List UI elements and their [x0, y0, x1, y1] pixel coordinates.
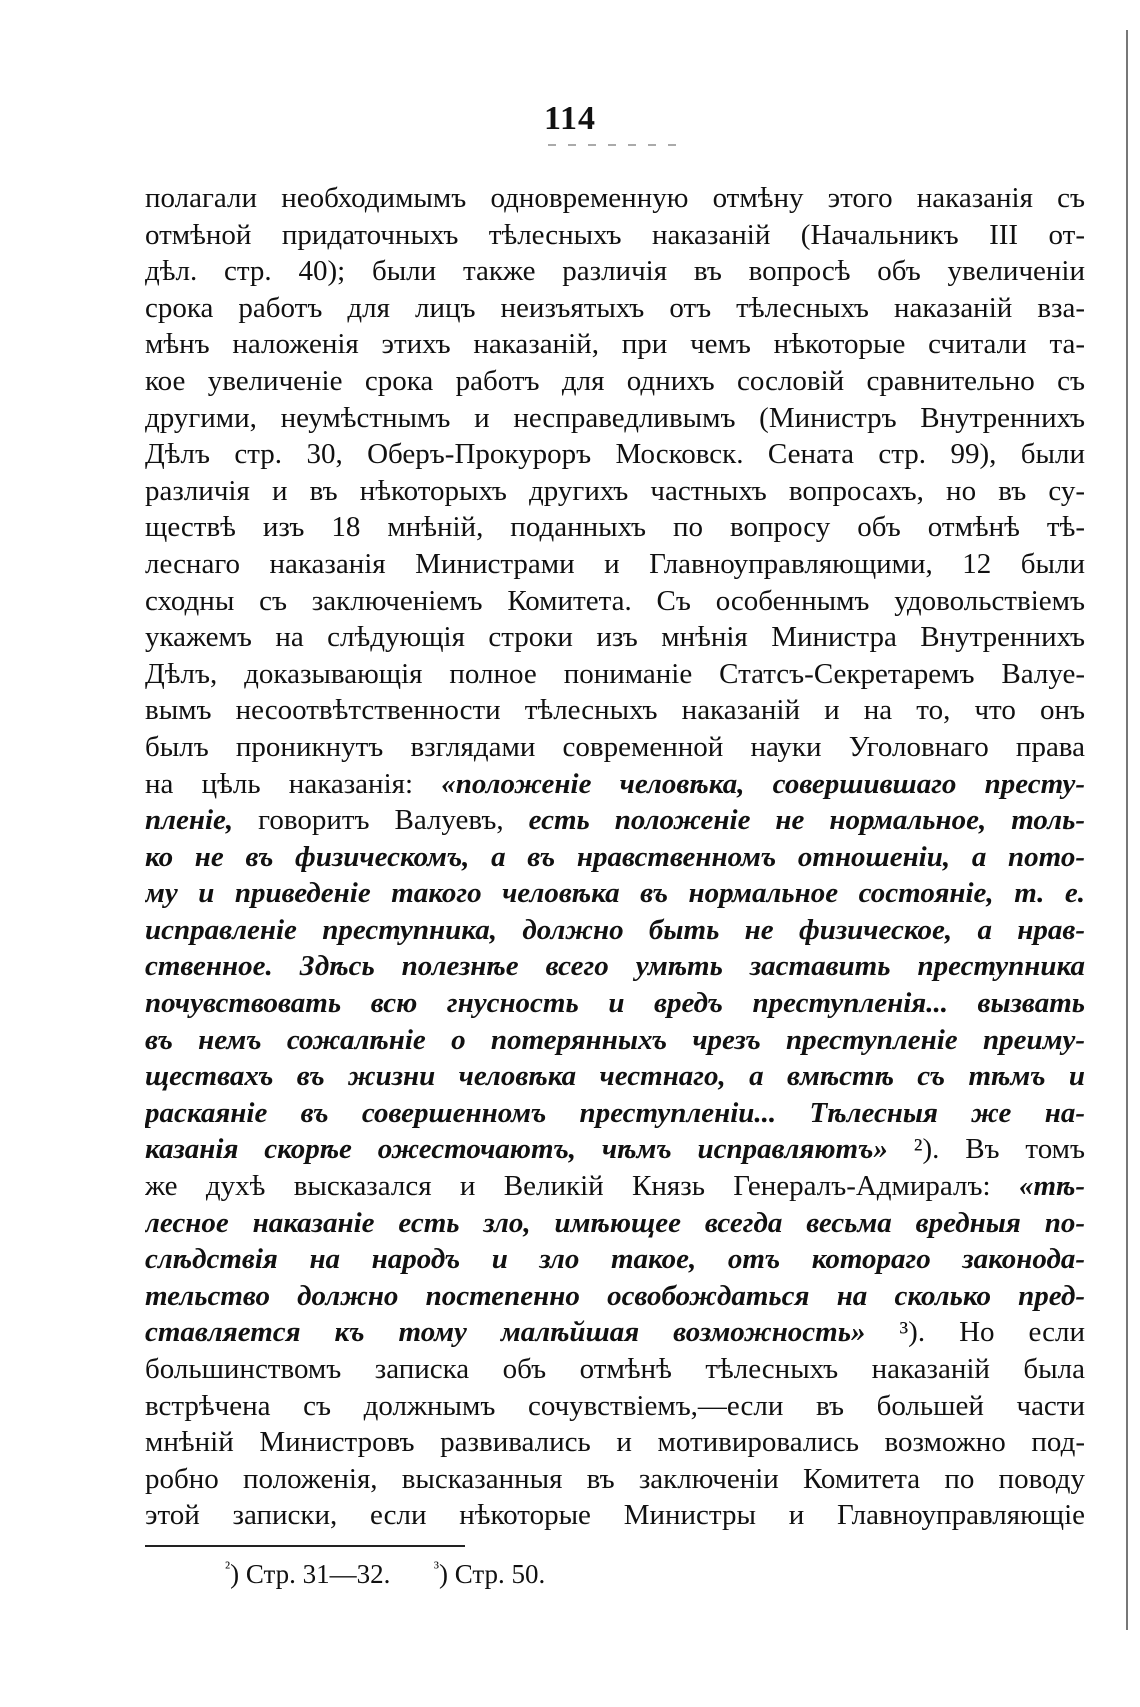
text-line	[145, 290, 1085, 327]
text-segment: этой записки, если нѣкоторые Министры и Главноуправляющіе	[145, 1499, 1085, 1532]
text-line	[145, 1131, 1085, 1168]
footnote-3-text: ) Стр. 50.	[439, 1559, 546, 1589]
text-line	[145, 217, 1085, 254]
text-segment: же духѣ высказался и Великій Князь Генералъ-Адмиралъ:	[145, 1170, 1019, 1203]
text-segment: Дѣлъ, доказывающія полное пониманіе Статсъ-Секретаремъ Валуе-	[145, 657, 1085, 690]
text-segment: ществѣ изъ 18 мнѣній, поданныхъ по вопросу объ отмѣнѣ тѣ-	[145, 511, 1085, 544]
text-line	[145, 1241, 1085, 1278]
text-line	[145, 839, 1085, 876]
text-line	[145, 436, 1085, 473]
italic-quote-segment: исправленіе преступника, должно быть не физическое, а нрав-	[145, 913, 1085, 946]
text-line	[145, 1095, 1085, 1132]
text-segment: вымъ несоотвѣтственности тѣлесныхъ наказаній и на то, что онъ	[145, 694, 1085, 727]
text-line	[145, 948, 1085, 985]
footnote-2-mark: ²	[225, 1558, 231, 1577]
italic-quote-segment: въ немъ сожалѣніе о потерянныхъ чрезъ преступленіе преиму-	[145, 1023, 1085, 1056]
page-edge-rule	[1126, 30, 1128, 1630]
text-segment: мѣнъ наложенія этихъ наказаній, при чемъ нѣкоторые считали та-	[145, 328, 1085, 361]
text-segment: сходны съ заключеніемъ Комитета. Съ особеннымъ удовольствіемъ	[145, 584, 1085, 617]
footnotes	[225, 1550, 545, 1592]
text-line	[145, 802, 1085, 839]
italic-quote-segment: ставляется къ тому малѣйшая возможность»	[145, 1316, 866, 1349]
footnote-3-mark: ³	[433, 1558, 439, 1577]
text-segment: Дѣлъ стр. 30, Оберъ-Прокуроръ Московск. Сената стр. 99), были	[145, 438, 1085, 471]
text-segment: ²). Въ томъ	[887, 1133, 1085, 1166]
text-segment: былъ проникнутъ взглядами современной науки Уголовнаго права	[145, 730, 1085, 763]
page-number-underline	[548, 144, 688, 146]
text-segment: встрѣчена съ должнымъ сочувствіемъ,—если въ большей части	[145, 1389, 1085, 1422]
text-segment: полагали необходимымъ одновременную отмѣну этого наказанія съ	[145, 182, 1085, 214]
text-line	[145, 875, 1085, 912]
italic-quote-segment: ществахъ въ жизни человѣка честнаго, а вмѣстѣ съ тѣмъ и	[145, 1060, 1085, 1093]
italic-quote-segment: раскаяніе въ совершенномъ преступленіи... Тѣлесныя же на-	[145, 1096, 1085, 1129]
text-line	[145, 692, 1085, 729]
text-segment: большинствомъ записка объ отмѣнѣ тѣлесныхъ наказаній была	[145, 1353, 1085, 1385]
text-segment: различія и въ нѣкоторыхъ другихъ частныхъ вопросахъ, но въ су-	[145, 474, 1085, 507]
text-segment: ³). Но если	[865, 1316, 1085, 1349]
text-line	[145, 1351, 1085, 1388]
footnote-separator	[145, 1545, 465, 1547]
text-line	[145, 253, 1085, 290]
text-line	[145, 1461, 1085, 1498]
body-text	[145, 180, 1085, 1534]
text-segment: леснаго наказанія Министрами и Главноуправляющими, 12 были	[145, 547, 1085, 580]
italic-quote-segment: казанія скорѣе ожесточаютъ, чѣмъ исправляютъ»	[145, 1133, 888, 1166]
text-line	[145, 912, 1085, 949]
text-line	[145, 473, 1085, 510]
text-segment: отмѣной придаточныхъ тѣлесныхъ наказаній (Начальникъ III от-	[145, 218, 1085, 251]
text-segment: срока работъ для лицъ неизъятыхъ отъ тѣлесныхъ наказаній вза-	[145, 291, 1085, 324]
text-line	[145, 1168, 1085, 1205]
text-line	[145, 180, 1085, 217]
text-line	[145, 766, 1085, 803]
italic-quote-segment: ко не въ физическомъ, а въ нравственномъ отношеніи, а пото-	[145, 840, 1085, 873]
text-line	[145, 1424, 1085, 1461]
text-segment: другими, неумѣстнымъ и несправедливымъ (Министръ Внутреннихъ	[145, 401, 1085, 434]
italic-quote-segment: тельство должно постепенно освобождаться на сколько пред-	[145, 1279, 1085, 1312]
text-segment: говоритъ Валуевъ,	[233, 804, 529, 837]
text-line	[145, 363, 1085, 400]
text-segment: дѣл. стр. 40); были также различія въ вопросѣ объ увеличеніи	[145, 255, 1085, 288]
italic-quote-segment: «положеніе человѣка, совершившаго престу-	[441, 767, 1085, 800]
text-line	[145, 1278, 1085, 1315]
italic-quote-segment: пленіе,	[145, 804, 234, 837]
text-segment: на цѣль наказанія:	[145, 767, 442, 800]
italic-quote-segment: есть положеніе не нормальное, толь-	[528, 804, 1085, 837]
text-line	[145, 326, 1085, 363]
text-line	[145, 729, 1085, 766]
italic-quote-segment: «тѣ-	[1018, 1170, 1085, 1203]
text-segment: кое увеличеніе срока работъ для однихъ сословій сравнительно съ	[145, 364, 1085, 397]
text-line	[145, 1314, 1085, 1351]
italic-quote-segment: ственное. Здѣсь полезнѣе всего умѣть заставить преступника	[145, 950, 1085, 983]
text-line	[145, 1022, 1085, 1059]
page-number: 114	[543, 100, 597, 137]
text-line	[145, 509, 1085, 546]
italic-quote-segment: слѣдствія на народъ и зло такое, отъ котораго законода-	[145, 1243, 1085, 1276]
text-line	[145, 619, 1085, 656]
italic-quote-segment: лесное наказаніе есть зло, имѣющее всегда весьма вредныя по-	[145, 1206, 1085, 1239]
text-segment: мнѣній Министровъ развивались и мотивировались возможно под-	[145, 1426, 1085, 1459]
text-line	[145, 1205, 1085, 1242]
italic-quote-segment: почувствовать всю гнусность и вредъ преступленія... вызвать	[145, 987, 1085, 1020]
text-line	[145, 583, 1085, 620]
footnote-2-text: ) Стр. 31—32.	[230, 1559, 391, 1589]
text-line	[145, 1058, 1085, 1095]
text-segment: робно положенія, высказанныя въ заключеніи Комитета по поводу	[145, 1462, 1085, 1495]
text-line	[145, 546, 1085, 583]
text-line	[145, 656, 1085, 693]
text-line	[145, 1388, 1085, 1425]
italic-quote-segment: му и приведеніе такого человѣка въ нормальное состояніе, т. е.	[145, 877, 1085, 910]
text-line	[145, 1497, 1085, 1534]
text-segment: укажемъ на слѣдующія строки изъ мнѣнія Министра Внутреннихъ	[145, 621, 1085, 654]
text-line	[145, 985, 1085, 1022]
text-line	[145, 400, 1085, 437]
